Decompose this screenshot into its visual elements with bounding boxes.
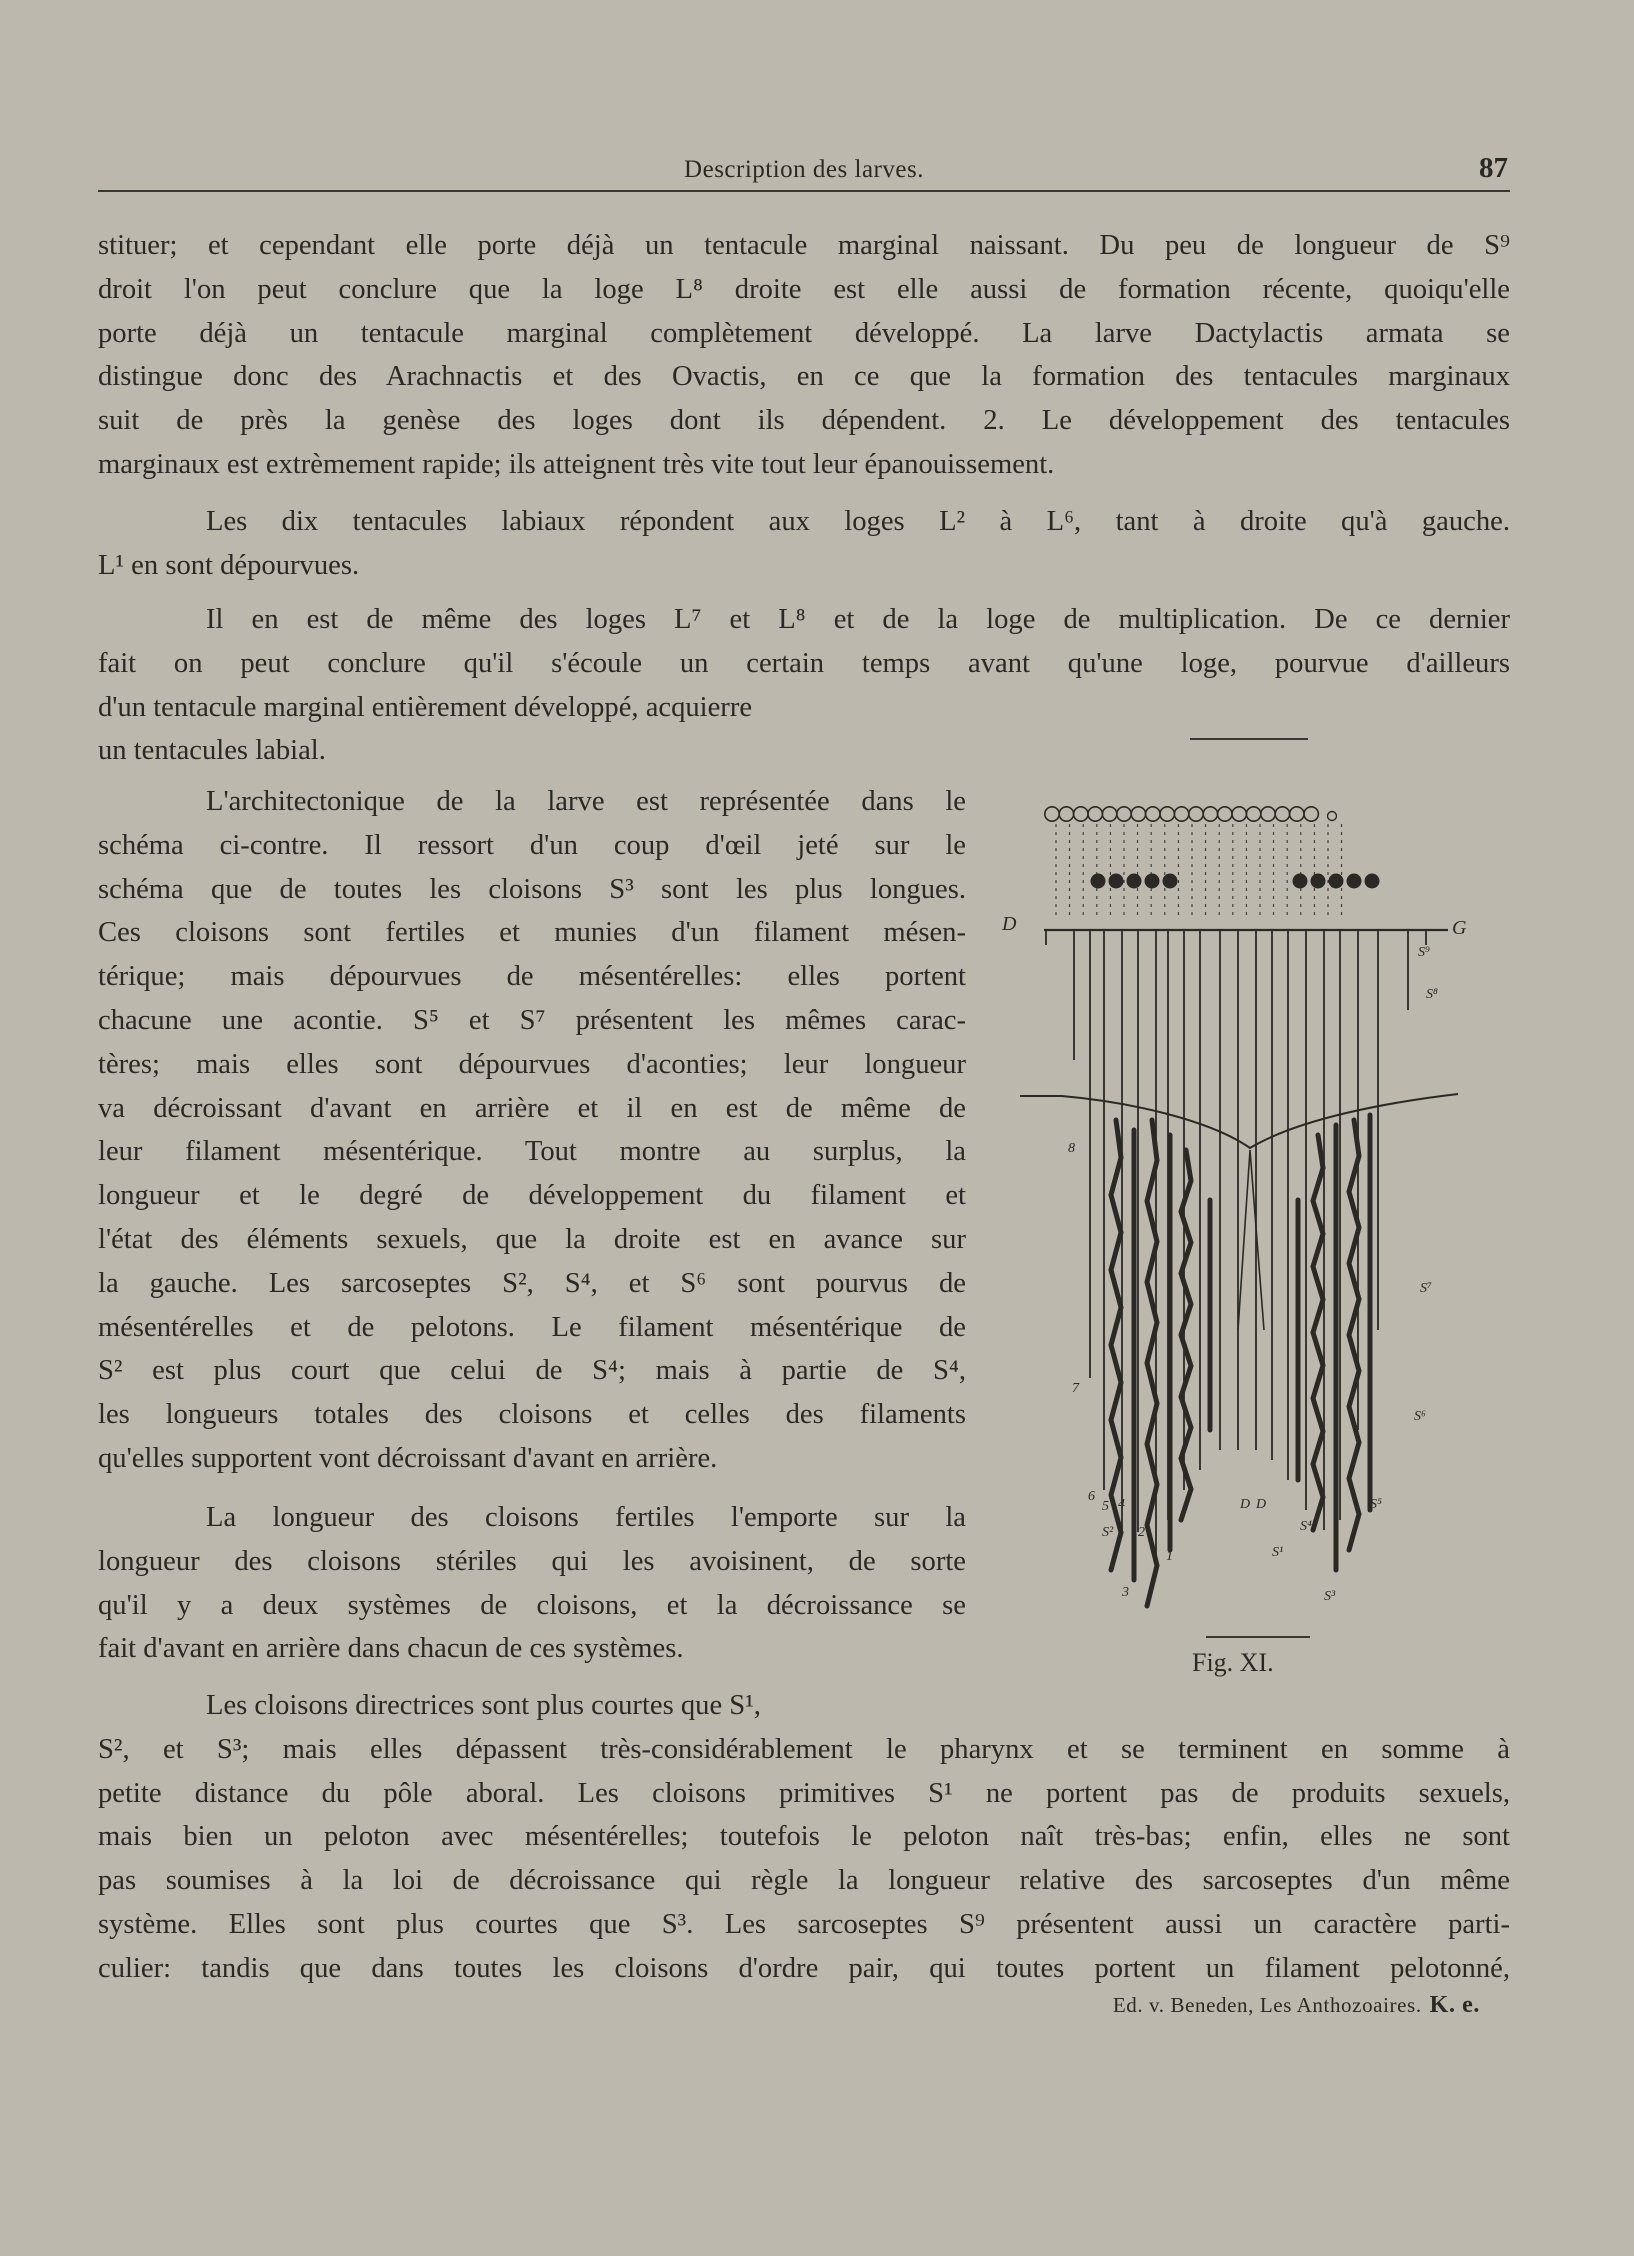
directive-fork <box>1238 1150 1264 1330</box>
page-number: 87 <box>1479 152 1508 184</box>
text-line: longueur et le degré de développement du filament et <box>98 1180 966 1212</box>
tentacle-circle <box>1059 807 1073 821</box>
text-line: L'architectonique de la larve est représentée dans le <box>206 786 966 817</box>
text-line: porte déjà un tentacule marginal complètement développé. La larve Dactylactis armata se <box>98 317 1510 349</box>
text-line: culier: tandis que dans toutes les cloisons d'ordre pair, qui toutes portent un filament pelotonné, <box>98 1952 1510 1984</box>
tentacle-circle <box>1088 807 1102 821</box>
septum-label: S³ <box>1324 1589 1336 1604</box>
text-line: Les cloisons directrices sont plus courtes que S¹, <box>206 1690 761 1721</box>
septum-label: S¹ <box>1272 1545 1284 1560</box>
septum-label: 5 <box>1102 1499 1109 1514</box>
text-line: petite distance du pôle aboral. Les cloisons primitives S¹ ne portent pas de produits sexuels, <box>98 1777 1510 1809</box>
text-line: suit de près la genèse des loges dont ils dépendent. 2. Le développement des tentacules <box>98 405 1510 437</box>
text-line: Ces cloisons sont fertiles et munies d'un filament mésen- <box>98 917 966 949</box>
labial-dot <box>1163 874 1178 889</box>
septum-label: S⁷ <box>1420 1281 1432 1296</box>
text-line: qu'il y a deux systèmes de cloisons, et la décroissance se <box>98 1589 966 1621</box>
paragraph-2 <box>98 500 1510 588</box>
text-line: fait on peut conclure qu'il s'écoule un certain temps avant qu'une loge, pourvue d'ailleurs <box>98 647 1510 679</box>
septum-label: S⁹ <box>1418 945 1430 960</box>
septum-label: 3 <box>1122 1585 1129 1600</box>
septum-label: 1 <box>1166 1549 1173 1564</box>
text-line: schéma que de toutes les cloisons S³ sont les plus longues. <box>98 873 966 905</box>
figure-caption: Fig. XI. <box>1192 1648 1274 1677</box>
running-title: Description des larves. <box>684 156 924 183</box>
footer-signature-line <box>1113 1992 1480 2019</box>
septum-label: 7 <box>1072 1381 1079 1396</box>
tentacle-circle <box>1246 807 1260 821</box>
text-line: L¹ en sont dépourvues. <box>98 549 360 581</box>
paragraph-6 <box>98 1684 1510 1991</box>
tentacle-circle <box>1189 807 1203 821</box>
text-line: droit l'on peut conclure que la loge L⁸ droite est elle aussi de formation récente, quoiqu'elle <box>98 273 1510 305</box>
text-line: pas soumises à la loi de décroissance qui règle la longueur relative des sarcoseptes d'un même <box>98 1865 1510 1897</box>
labial-dot <box>1127 874 1142 889</box>
text-line: qu'elles supportent vont décroissant d'avant en arrière. <box>98 1442 718 1474</box>
septum-label: 2 <box>1138 1525 1145 1540</box>
mesenteric-filaments <box>1111 1115 1370 1606</box>
tentacle-circle <box>1074 807 1088 821</box>
tentacle-circle <box>1160 807 1174 821</box>
text-line: marginaux est extrèmement rapide; ils atteignent très vite tout leur épanouissement. <box>98 448 1055 480</box>
labial-dot <box>1347 874 1362 889</box>
figure-label-right: G <box>1452 917 1467 939</box>
tentacle-circle <box>1290 807 1304 821</box>
paragraph-4 <box>98 780 966 1481</box>
text-line: les longueurs totales des cloisons et celles des filaments <box>98 1399 966 1431</box>
caption-rule <box>1206 1636 1310 1638</box>
marginal-tentacle-circles <box>1045 807 1337 821</box>
paragraph-5 <box>98 1496 966 1671</box>
text-line: leur filament mésentérique. Tout montre au surplus, la <box>98 1136 966 1168</box>
text-line: va décroissant d'avant en arrière et il en est de même de <box>98 1092 966 1124</box>
tentacle-circle <box>1218 807 1232 821</box>
text-line: longueur des cloisons stériles qui les avoisinent, de sorte <box>98 1545 966 1577</box>
text-line: Les dix tentacules labiaux répondent aux loges L² à L⁶, tant à droite qu'à gauche. <box>206 506 1510 537</box>
septum-label: S⁸ <box>1426 987 1438 1002</box>
labial-dot <box>1293 874 1308 889</box>
text-line: mésentérelles et de pelotons. Le filament mésentérique de <box>98 1311 966 1343</box>
septum-label: D <box>1256 1497 1267 1512</box>
tentacle-circle <box>1275 807 1289 821</box>
septum-label: S⁴ <box>1300 1519 1312 1534</box>
septum-label: 4 <box>1118 1497 1125 1512</box>
text-line: un tentacules labial. <box>98 735 326 767</box>
septum-labels <box>1068 945 1438 1604</box>
dashed-guide-lines <box>1056 824 1342 920</box>
labial-dot <box>1311 874 1326 889</box>
running-head <box>98 150 1510 192</box>
text-line: système. Elles sont plus courtes que S³. Les sarcoseptes S⁹ présentent aussi un caractère parti- <box>98 1908 1510 1940</box>
septum-label: D <box>1240 1497 1251 1512</box>
septum-label: 6 <box>1088 1489 1095 1504</box>
text-line: l'état des éléments sexuels, que la droite est en avance sur <box>98 1223 966 1255</box>
text-line: d'un tentacule marginal entièrement développé, acquierre <box>98 691 753 723</box>
labial-dot <box>1091 874 1106 889</box>
labial-dot <box>1329 874 1344 889</box>
text-line: distingue donc des Arachnactis et des Ovactis, en ce que la formation des tentacules marginaux <box>98 361 1510 393</box>
tentacle-circle <box>1045 807 1059 821</box>
figure-label-left: D <box>1002 913 1017 935</box>
labial-dot <box>1145 874 1160 889</box>
tentacle-circle <box>1304 807 1318 821</box>
tentacle-circle <box>1102 807 1116 821</box>
paragraph-1 <box>98 224 1510 487</box>
tentacle-circle <box>1117 807 1131 821</box>
labial-dot <box>1365 874 1380 889</box>
text-line: fait d'avant en arrière dans chacun de ces systèmes. <box>98 1633 684 1665</box>
labial-tentacle-dots <box>1091 874 1380 889</box>
tentacle-circle <box>1232 807 1246 821</box>
mesenteric-filament <box>1313 1135 1323 1530</box>
text-line: stituer; et cependant elle porte déjà un tentacule marginal naissant. Du peu de longueur de S⁹ <box>98 230 1510 261</box>
text-line: mais bien un peloton avec mésentérelles; toutefois le peloton naît très-bas; enfin, elles ne sont <box>98 1821 1510 1853</box>
text-line: la gauche. Les sarcoseptes S², S⁴, et S⁶ sont pourvus de <box>98 1267 966 1299</box>
figure-xi-diagram <box>1002 730 1480 1690</box>
mesenteric-filament <box>1181 1150 1191 1520</box>
text-line: tères; mais elles sont dépourvues d'aconties; leur longueur <box>98 1048 966 1080</box>
tentacle-circle <box>1328 812 1337 821</box>
text-line: S² est plus court que celui de S⁴; mais à partie de S⁴, <box>98 1355 966 1387</box>
footer-signature: Ed. v. Beneden, Les Anthozoaires. <box>1112 1993 1422 2017</box>
text-line: La longueur des cloisons fertiles l'emporte sur la <box>206 1502 966 1533</box>
tentacle-circle <box>1203 807 1217 821</box>
text-line: Il en est de même des loges L⁷ et L⁸ et de la loge de multiplication. De ce dernier <box>206 604 1510 635</box>
septum-label: S² <box>1102 1525 1114 1540</box>
sheet-mark: K. e. <box>1429 1992 1480 2018</box>
tentacle-circle <box>1146 807 1160 821</box>
tentacle-circle <box>1174 807 1188 821</box>
text-line: schéma ci-contre. Il ressort d'un coup d'œil jeté sur le <box>98 829 966 861</box>
pharynx-line <box>1020 1094 1458 1148</box>
tentacle-circle <box>1261 807 1275 821</box>
text-line: S², et S³; mais elles dépassent très-considérablement le pharynx et se terminent en somme à <box>98 1733 1510 1765</box>
text-line: chacune une acontie. S⁵ et S⁷ présentent les mêmes carac- <box>98 1004 966 1036</box>
tentacle-circle <box>1131 807 1145 821</box>
text-line: térique; mais dépourvues de mésentérelles: elles portent <box>98 961 966 993</box>
septum-label: S⁵ <box>1370 1497 1382 1512</box>
septum-label: 8 <box>1068 1141 1075 1156</box>
septum-label: S⁶ <box>1414 1409 1426 1424</box>
labial-dot <box>1109 874 1124 889</box>
septa-lines <box>1020 930 1458 1570</box>
